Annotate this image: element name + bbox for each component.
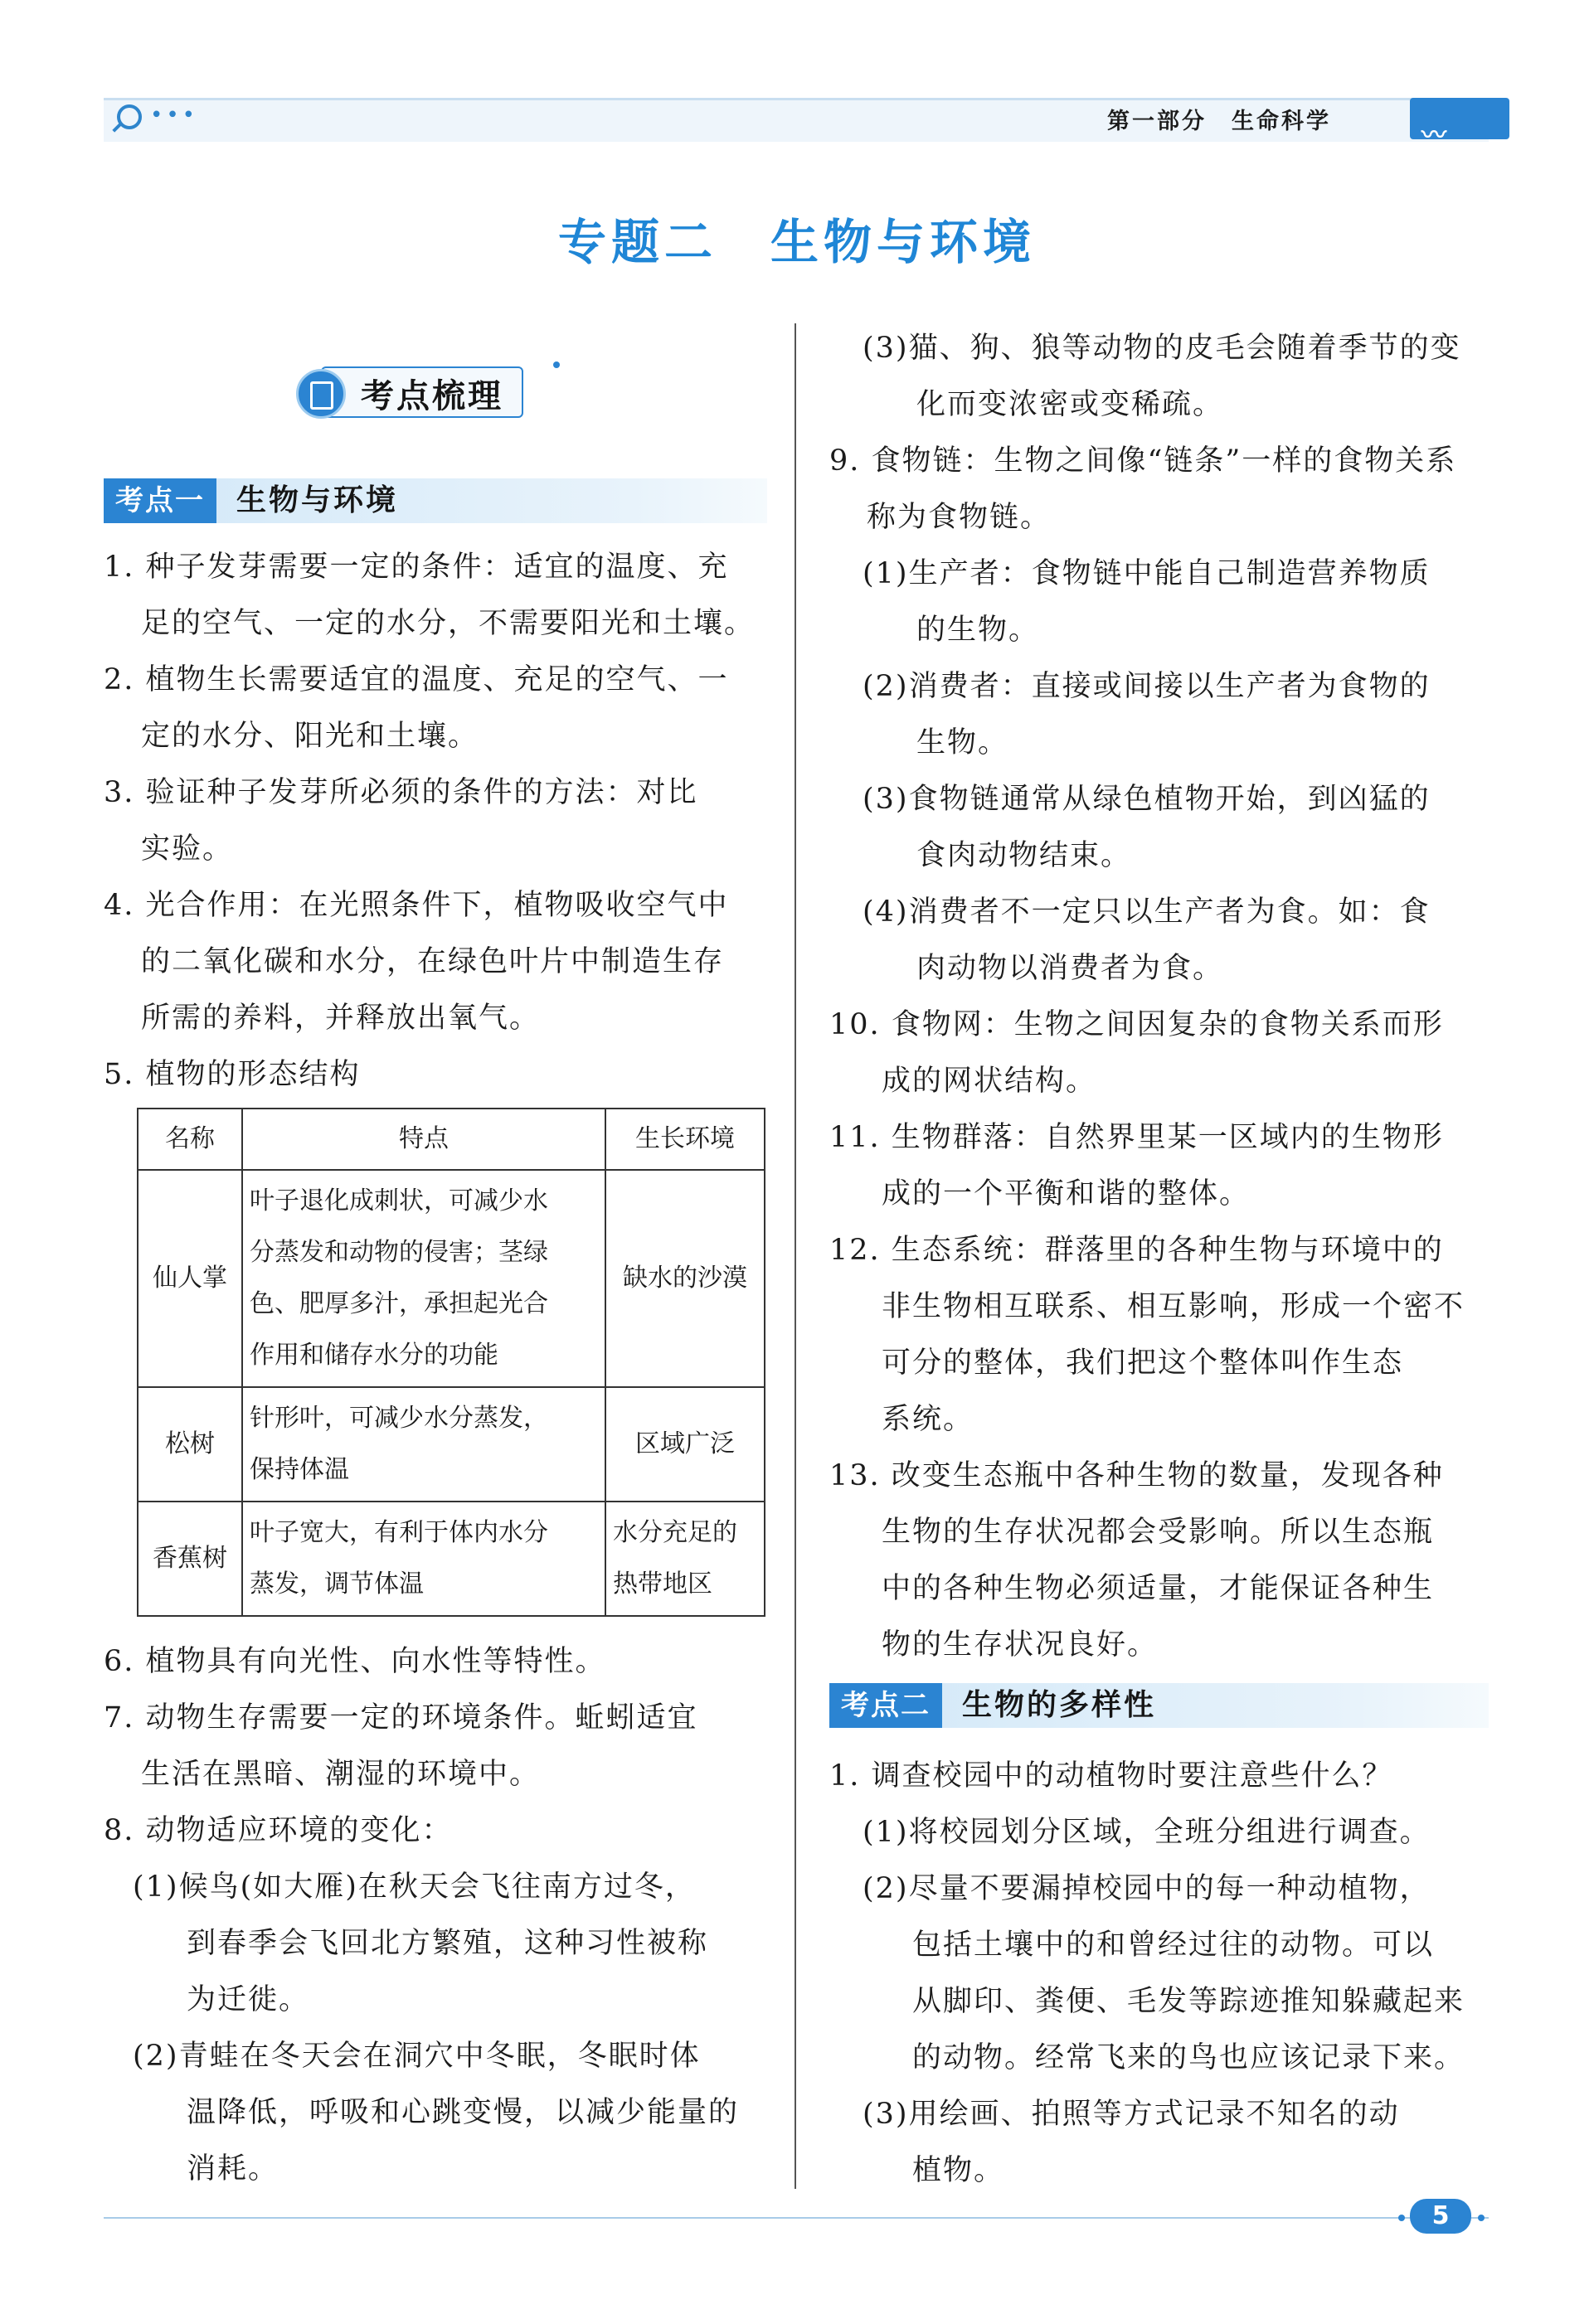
footer-dot-left [1398, 2215, 1405, 2221]
survey-3-line-1: (3)用绘画、拍照等方式记录不知名的动 [863, 2098, 1400, 2131]
dots-decoration: ••• [150, 103, 199, 128]
cell-feature-line: 针形叶，可减少水分蒸发， [250, 1404, 548, 1433]
item-8-heading: 8. 动物适应环境的变化： [104, 1814, 453, 1847]
item-9-3-line-2: 食肉动物结束。 [916, 839, 1132, 872]
cell-feature-line: 分蒸发和动物的侵害；茎绿 [250, 1238, 548, 1267]
item-1-line-2: 足的空气、一定的水分，不需要阳光和土壤。 [141, 607, 756, 640]
item-9-2-line-2: 生物。 [916, 726, 1009, 759]
item-2-line-1: 2. 植物生长需要适宜的温度、充足的空气、一 [104, 663, 729, 696]
table-row [138, 1170, 765, 1387]
col-header-feature: 特点 [242, 1109, 605, 1170]
badge-label: 考点梳理 [361, 377, 503, 415]
survey-2-line-3: 从脚印、粪便、毛发等踪迹推知躲藏起来 [912, 1985, 1465, 2018]
item-12-line-2: 非生物相互联系、相互影响，形成一个密不 [882, 1290, 1465, 1323]
item-8-1-line-1: (1)候鸟(如大雁)在秋天会飞往南方过冬， [133, 1870, 696, 1904]
col-header-name: 名称 [138, 1109, 242, 1170]
survey-1: (1)将校园划分区域，全班分组进行调查。 [863, 1816, 1431, 1849]
seagull-logo-icon: 〰 [1410, 98, 1509, 139]
column-divider [795, 323, 796, 2189]
section-2-title: 生物的多样性 [962, 1688, 1157, 1722]
col-header-env: 生长环境 [605, 1109, 765, 1170]
cell-feature [242, 1502, 605, 1616]
cell-feature-line: 色、肥厚多汁，承担起光合 [250, 1289, 548, 1318]
item-11-line-2: 成的一个平衡和谐的整体。 [882, 1177, 1251, 1211]
item-13-line-1: 13. 改变生态瓶中各种生物的数量，发现各种 [829, 1459, 1444, 1492]
item-9-1-line-2: 的生物。 [916, 614, 1040, 647]
item-7-line-2: 生活在黑暗、潮湿的环境中。 [141, 1758, 541, 1791]
table-row [138, 1387, 765, 1502]
plant-structure-table [137, 1108, 765, 1617]
survey-2-line-2: 包括土壤中的和曾经过往的动物。可以 [912, 1929, 1435, 1962]
cell-name: 松树 [138, 1387, 242, 1502]
item-10-line-1: 10. 食物网：生物之间因复杂的食物关系而形 [829, 1008, 1444, 1041]
item-9-line-1: 9. 食物链：生物之间像“链条”一样的食物关系 [829, 444, 1457, 478]
section-2-heading [829, 1683, 1489, 1728]
page-header [104, 98, 1489, 150]
item-4-line-3: 所需的养料，并释放出氧气。 [141, 1002, 541, 1035]
item-3-line-2: 实验。 [141, 832, 234, 866]
item-6: 6. 植物具有向光性、向水性等特性。 [104, 1645, 606, 1678]
footer-rule [104, 2217, 1489, 2219]
item-12-line-1: 12. 生态系统：群落里的各种生物与环境中的 [829, 1234, 1444, 1267]
item-7-line-1: 7. 动物生存需要一定的环境条件。蚯蚓适宜 [104, 1701, 698, 1735]
item-8-3-line-2: 化而变浓密或变稀疏。 [916, 388, 1224, 421]
survey-2-line-1: (2)尽量不要漏掉校园中的每一种动植物， [863, 1872, 1431, 1905]
item-13-line-3: 中的各种生物必须适量，才能保证各种生 [882, 1572, 1435, 1605]
item-1-line-1: 1. 种子发芽需要一定的条件：适宜的温度、充 [104, 551, 729, 584]
footer-dot-right [1478, 2215, 1485, 2221]
section-label: 第一部分 生命科学 [1107, 109, 1331, 134]
cell-feature [242, 1387, 605, 1502]
item-9-3-line-1: (3)食物链通常从绿色植物开始，到凶猛的 [863, 783, 1431, 816]
item-4-line-1: 4. 光合作用：在光照条件下，植物吸收空气中 [104, 889, 729, 922]
item-4-line-2: 的二氧化碳和水分，在绿色叶片中制造生存 [141, 945, 725, 978]
item-9-4-line-2: 肉动物以消费者为食。 [916, 952, 1224, 985]
section-1-tag: 考点一 [104, 478, 216, 523]
survey-3-line-2: 植物。 [912, 2154, 1005, 2187]
item-8-2-line-1: (2)青蛙在冬天会在洞穴中冬眠，冬眠时体 [133, 2040, 701, 2073]
cell-name: 香蕉树 [138, 1502, 242, 1616]
cell-feature [242, 1170, 605, 1387]
item-8-2-line-3: 消耗。 [187, 2152, 279, 2186]
section-1-title: 生物与环境 [236, 483, 399, 517]
cell-feature-line: 叶子宽大，有利于体内水分 [250, 1518, 548, 1547]
item-9-2-line-1: (2)消费者：直接或间接以生产者为食物的 [863, 670, 1431, 703]
item-8-3-line-1: (3)猫、狗、狼等动物的皮毛会随着季节的变 [863, 332, 1461, 365]
item-11-line-1: 11. 生物群落：自然界里某一区域内的生物形 [829, 1121, 1444, 1154]
badge-dot [553, 361, 560, 368]
table-header-row [138, 1109, 765, 1170]
item-2-line-2: 定的水分、阳光和土壤。 [141, 720, 479, 753]
item-12-line-3: 可分的整体，我们把这个整体叫作生态 [882, 1346, 1404, 1380]
cell-feature-line: 蒸发，调节体温 [250, 1570, 424, 1599]
cell-env-line: 热带地区 [613, 1570, 712, 1599]
page-title: 专题二 生物与环境 [557, 214, 1036, 270]
section-1-heading [104, 478, 767, 523]
cell-env: 缺水的沙漠 [605, 1170, 765, 1387]
item-13-line-2: 生物的生存状况都会受影响。所以生态瓶 [882, 1516, 1435, 1549]
item-9-1-line-1: (1)生产者：食物链中能自己制造营养物质 [863, 557, 1431, 590]
notebook-icon [296, 369, 346, 419]
item-10-line-2: 成的网状结构。 [882, 1065, 1097, 1098]
page-number: 5 [1410, 2199, 1471, 2234]
item-9-4-line-1: (4)消费者不一定只以生产者为食。如：食 [863, 895, 1431, 929]
item-8-1-line-2: 到春季会飞回北方繁殖，这种习性被称 [187, 1927, 709, 1960]
magnifier-icon [117, 104, 142, 129]
table-row [138, 1502, 765, 1616]
item-8-1-line-3: 为迁徙。 [187, 1983, 310, 2016]
item-5-heading: 5. 植物的形态结构 [104, 1058, 361, 1091]
item-8-2-line-2: 温降低，呼吸和心跳变慢，以减少能量的 [187, 2096, 740, 2129]
cell-feature-line: 保持体温 [250, 1455, 349, 1484]
item-12-line-4: 系统。 [882, 1403, 974, 1436]
cell-name: 仙人掌 [138, 1170, 242, 1387]
survey-question: 1. 调查校园中的动植物时要注意些什么？ [829, 1759, 1393, 1793]
survey-2-line-4: 的动物。经常飞来的鸟也应该记录下来。 [912, 2041, 1465, 2074]
cell-env-line: 水分充足的 [613, 1518, 737, 1547]
cell-env [605, 1502, 765, 1616]
item-13-line-4: 物的生存状况良好。 [882, 1628, 1159, 1662]
item-3-line-1: 3. 验证种子发芽所必须的条件的方法：对比 [104, 776, 698, 809]
cell-feature-line: 作用和储存水分的功能 [250, 1341, 498, 1370]
cell-feature-line: 叶子退化成刺状，可减少水 [250, 1186, 548, 1215]
section-2-tag: 考点二 [829, 1683, 942, 1728]
cell-env: 区域广泛 [605, 1387, 765, 1502]
item-9-line-2: 称为食物链。 [867, 501, 1052, 534]
key-points-badge [286, 357, 568, 425]
